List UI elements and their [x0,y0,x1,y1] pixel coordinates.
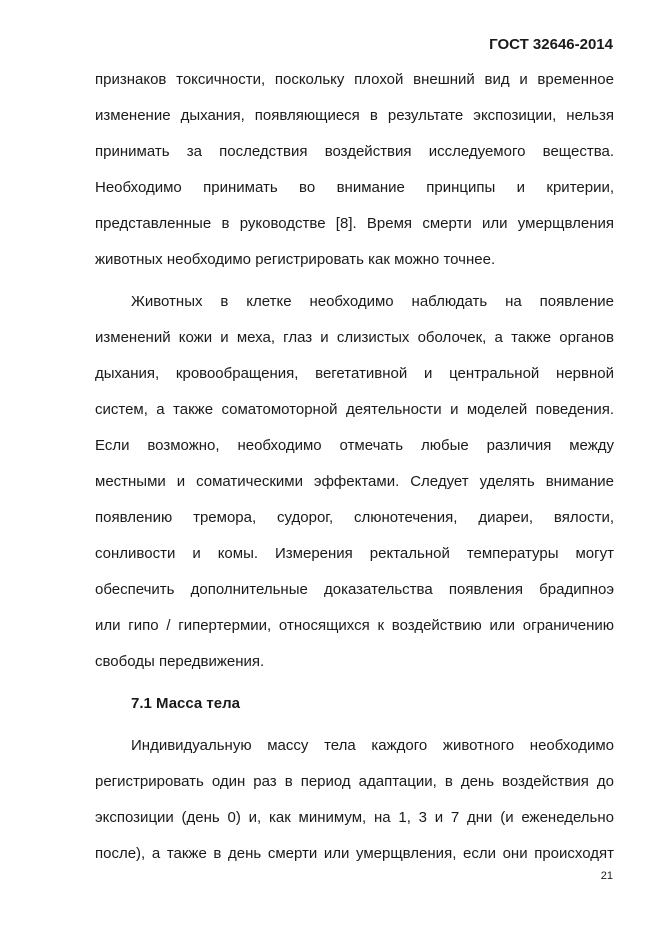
text-line: изменение дыхания, появляющиеся в результате экспозиции, нельзя [95,107,614,124]
text-line: Необходимо принимать во внимание принципы и критерии, [95,179,614,196]
text-line: признаков токсичности, поскольку плохой внешний вид и временное [95,71,614,88]
text-line: местными и соматическими эффектами. Следует уделять внимание [95,473,614,490]
text-line: сонливости и комы. Измерения ректальной температуры могут [95,545,614,562]
text-line: принимать за последствия воздействия исследуемого вещества. [95,143,614,160]
text-line: Животных в клетке необходимо наблюдать на появление [131,293,614,310]
text-line: регистрировать один раз в период адаптации, в день воздействия до [95,773,614,790]
section-heading: 7.1 Масса тела [131,695,240,712]
document-body [95,62,614,872]
text-line: Индивидуальную массу тела каждого животного необходимо [131,737,614,754]
text-line: Если возможно, необходимо отмечать любые различия между [95,437,614,454]
paragraph-3 [95,728,614,872]
text-line: представленные в руководстве [8]. Время смерти или умерщвления [95,215,614,232]
paragraph-1 [95,62,614,278]
text-line: или гипо / гипертермии, относящихся к воздействию или ограничению [95,617,614,634]
text-line: экспозиции (день 0) и, как минимум, на 1, 3 и 7 дни (и еженедельно [95,809,614,826]
paragraph-2 [95,284,614,680]
text-line: изменений кожи и меха, глаз и слизистых оболочек, а также органов [95,329,614,346]
text-line: обеспечить дополнительные доказательства появления брадипноэ [95,581,614,598]
text-line: животных необходимо регистрировать как можно точнее. [95,251,496,268]
text-line: после), а также в день смерти или умерщвления, если они происходят [95,845,614,862]
page-number: 21 [600,870,613,882]
text-line: появлению тремора, судорог, слюнотечения, диареи, вялости, [95,509,614,526]
text-line: систем, а также соматомоторной деятельности и моделей поведения. [95,401,614,418]
document-header-code: ГОСТ 32646-2014 [489,36,613,53]
text-line: свободы передвижения. [95,653,265,670]
text-line: дыхания, кровообращения, вегетативной и центральной нервной [95,365,614,382]
